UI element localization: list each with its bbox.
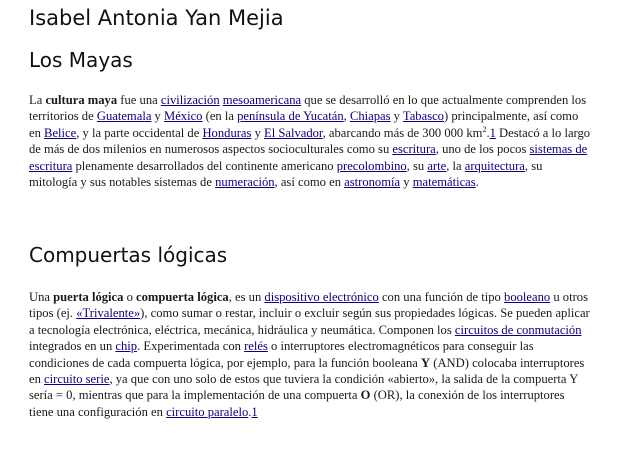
link-mexico[interactable]: México — [164, 109, 203, 124]
text-run: (en la — [202, 109, 238, 124]
bold-term-y: Y — [421, 355, 431, 370]
text-run: fue una — [117, 93, 161, 107]
text-run: . — [475, 175, 479, 190]
text-run: , su mitología y sus notables sistemas de — [29, 158, 543, 190]
link-belice[interactable]: Belice — [44, 125, 77, 140]
link-chiapas[interactable]: Chiapas — [349, 109, 391, 124]
bold-term-o: O — [360, 388, 371, 403]
link-sistemas-de-escritura[interactable]: sistemas de escritura — [29, 142, 588, 173]
link-1[interactable]: 1 — [251, 404, 258, 419]
link-trivalente[interactable]: «Trivalente» — [76, 306, 141, 321]
link-dispositivo-electronico[interactable]: dispositivo electrónico — [264, 290, 379, 304]
link-booleano[interactable]: booleano — [504, 290, 551, 304]
link-circuito-paralelo[interactable]: circuito paralelo — [166, 404, 249, 419]
link-guatemala[interactable]: Guatemala — [96, 109, 152, 124]
text-run: plenamente desarrollados del continente americano — [72, 158, 337, 173]
text-run: que se desarrolló en lo que actualmente comprenden los territorios de — [29, 93, 587, 124]
link-tabasco[interactable]: Tabasco — [402, 109, 444, 124]
link-honduras[interactable]: Honduras — [202, 125, 252, 140]
text-run: . — [248, 404, 252, 419]
text-run: Una — [29, 290, 54, 304]
link-precolombino[interactable]: precolombino — [336, 158, 407, 173]
text-run: , y la parte occidental de — [76, 125, 203, 140]
link-arquitectura[interactable]: arquitectura — [464, 158, 525, 173]
text-run: (OR), la conexión de los interruptores tiene una configuración en — [29, 388, 565, 419]
text-run: , — [343, 109, 350, 124]
text-run: y — [151, 109, 164, 124]
link-mesoamericana[interactable]: mesoamericana — [222, 93, 302, 107]
section-heading-los-mayas: Los Mayas — [29, 48, 133, 72]
paragraph-los-mayas — [29, 92, 591, 190]
link-chip[interactable]: chip — [115, 339, 138, 354]
text-run: integrados en un — [29, 339, 116, 354]
document-title: Isabel Antonia Yan Mejia — [29, 6, 284, 30]
text-run: y — [390, 109, 403, 124]
link-peninsula-de-yucatan[interactable]: península de Yucatán — [237, 109, 344, 124]
text-run: u otros tipos (ej. — [29, 290, 588, 321]
link-reles[interactable]: relés — [244, 339, 268, 354]
paragraph-compuertas-logicas — [29, 289, 591, 420]
text-run: y — [251, 125, 265, 140]
text-run: , así como en — [274, 175, 345, 190]
bold-term-compuerta-logica: compuerta lógica — [136, 290, 229, 304]
text-run: . — [486, 125, 490, 140]
text-run: , su — [406, 158, 428, 173]
text-run: con una función de tipo — [378, 290, 505, 304]
text-run: La — [29, 93, 46, 107]
bold-term-puerta-logica: puerta lógica — [53, 290, 124, 304]
text-run: o interruptores electromagnéticos para conseguir las condiciones de cada compuerta lógica, por ejemplo, para la función booleana — [29, 339, 534, 370]
link-escritura[interactable]: escritura — [392, 142, 436, 157]
link-circuito-serie[interactable]: circuito serie — [44, 372, 110, 387]
text-run: (AND) colocaba interruptores en — [29, 355, 585, 387]
text-run: , abarcando más de 300 000 km — [322, 125, 483, 140]
text-run: o — [123, 290, 137, 304]
bold-term-cultura-maya: cultura maya — [45, 93, 118, 107]
superscript: 2 — [482, 124, 487, 134]
text-run: y — [400, 175, 413, 190]
link-astronomia[interactable]: astronomía — [344, 175, 401, 190]
text-run: . Experimentada con — [137, 339, 245, 354]
link-el-salvador[interactable]: El Salvador — [264, 125, 323, 140]
link-arte[interactable]: arte — [427, 158, 447, 173]
text-run: ), como sumar o restar, incluir o excluir según sus propiedades lógicas. Se pueden aplicar a tecnología electrónica, eléctrica, mecánica, hidráulica y neumática. Componen los — [29, 306, 590, 337]
link-circuitos-de-conmutacion[interactable]: circuitos de conmutación — [454, 322, 582, 337]
text-run: , uno de los pocos — [435, 142, 530, 157]
text-run: , la — [446, 158, 465, 173]
section-heading-compuertas-logicas: Compuertas lógicas — [29, 243, 228, 267]
text-run: ) principalmente, así como en — [29, 109, 579, 140]
link-matematicas[interactable]: matemáticas — [412, 175, 476, 190]
link-1[interactable]: 1 — [489, 125, 496, 140]
text-run: , es un — [228, 290, 265, 304]
link-civilizacion[interactable]: civilización — [160, 93, 220, 107]
text-run: Destacó a lo largo de más de dos milenios en numerosos aspectos socioculturales como su — [29, 125, 591, 157]
text-run: , ya que con uno solo de estos que tuviera la condición «abierto», la salida de la compuerta Y sería = 0, mientras que para la implementación de una compuerta — [29, 372, 578, 403]
link-numeracion[interactable]: numeración — [215, 175, 275, 190]
